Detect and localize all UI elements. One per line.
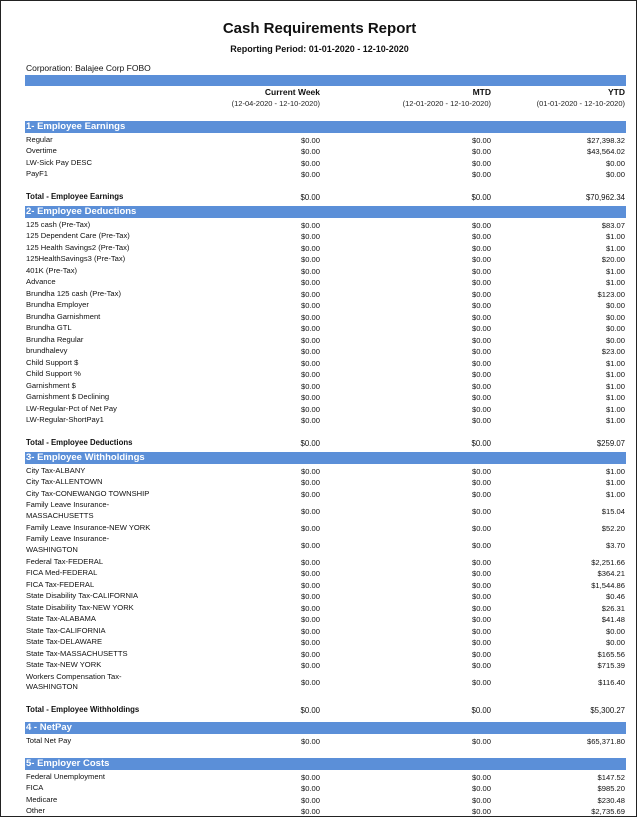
corporation-label: Corporation: Balajee Corp FOBO — [26, 63, 151, 73]
row-label: FICA — [26, 783, 44, 792]
current-week-value: $0.00 — [300, 580, 320, 590]
row-label: Garnishment $ Declining — [26, 392, 110, 401]
current-week-value: $0.00 — [300, 615, 320, 624]
table-row — [26, 243, 626, 255]
current-week-value: $0.00 — [300, 381, 320, 391]
table-row — [26, 614, 626, 626]
current-week-value: $0.00 — [300, 736, 320, 746]
ytd-value: $0.00 — [605, 638, 625, 647]
table-row — [26, 603, 626, 615]
ytd-value: $985.20 — [597, 784, 625, 793]
table-row — [26, 466, 626, 478]
current-week-value: $0.00 — [300, 301, 320, 310]
row-label: Advance — [26, 277, 56, 286]
ytd-value: $1.00 — [605, 243, 625, 253]
ytd-value: $0.00 — [605, 312, 625, 322]
table-row — [26, 300, 626, 312]
row-label: Family Leave Insurance-NEW YORK — [26, 522, 151, 532]
current-week-total: $0.00 — [300, 706, 320, 715]
mtd-value: $0.00 — [471, 301, 491, 310]
mtd-value: $0.00 — [471, 289, 491, 299]
table-row — [26, 146, 626, 158]
row-label: Family Leave Insurance- MASSACHUSETTS — [26, 500, 110, 520]
row-label: LW-Regular-ShortPay1 — [26, 415, 104, 424]
mtd-value: $0.00 — [471, 370, 491, 379]
current-week-value: $0.00 — [300, 255, 320, 264]
row-label: Brundha 125 cash (Pre-Tax) — [26, 288, 121, 298]
total-row — [26, 438, 626, 450]
current-week-value: $0.00 — [300, 312, 320, 322]
row-label: Medicare — [26, 794, 58, 804]
table-row — [26, 772, 626, 784]
row-label: LW-Regular-Pct of Net Pay — [26, 403, 117, 413]
table-row — [26, 534, 626, 557]
table-row — [26, 346, 626, 358]
row-label: State Disability Tax-CALIFORNIA — [26, 591, 139, 600]
row-label: 125 Health Savings2 (Pre-Tax) — [26, 242, 130, 252]
section-header: 3- Employee Withholdings — [25, 452, 626, 464]
mtd-value: $0.00 — [471, 220, 491, 230]
ytd-value: $116.40 — [598, 678, 625, 687]
mtd-value: $0.00 — [471, 603, 491, 613]
table-row — [26, 369, 626, 381]
ytd-value: $0.00 — [605, 335, 625, 345]
ytd-value: $3.70 — [605, 540, 625, 550]
ytd-value: $0.00 — [605, 626, 625, 636]
current-week-value: $0.00 — [300, 478, 320, 487]
ytd-value: $0.00 — [605, 324, 625, 333]
row-label: Federal Tax-FEDERAL — [26, 556, 104, 566]
column-header-ytd: YTD — [608, 87, 625, 97]
row-label: State Tax-MASSACHUSETTS — [26, 648, 128, 658]
table-row — [26, 335, 626, 347]
mtd-value: $0.00 — [471, 638, 491, 647]
table-row — [26, 135, 626, 147]
current-week-value: $0.00 — [300, 266, 320, 276]
table-row — [26, 591, 626, 603]
table-row — [26, 568, 626, 580]
mtd-value: $0.00 — [471, 381, 491, 391]
table-row — [26, 266, 626, 278]
mtd-value: $0.00 — [471, 807, 491, 816]
ytd-value: $1.00 — [605, 381, 625, 391]
mtd-total: $0.00 — [471, 706, 491, 715]
table-row — [26, 736, 626, 748]
table-row — [26, 660, 626, 672]
current-week-value: $0.00 — [300, 523, 320, 533]
ytd-value: $20.00 — [601, 255, 625, 264]
section-header: 4 - NetPay — [25, 722, 626, 734]
current-week-value: $0.00 — [300, 404, 320, 414]
ytd-value: $1.00 — [605, 278, 625, 287]
column-header-mtd: MTD — [472, 87, 491, 97]
ytd-value: $23.00 — [601, 347, 625, 356]
current-week-value: $0.00 — [300, 661, 320, 670]
row-label: State Tax-CALIFORNIA — [26, 625, 106, 635]
row-label: Child Support $ — [26, 357, 79, 367]
ytd-value: $1.00 — [605, 232, 625, 241]
mtd-value: $0.00 — [471, 523, 491, 533]
total-row — [26, 705, 626, 717]
total-label: Total - Employee Deductions — [26, 437, 133, 447]
current-week-total: $0.00 — [300, 438, 320, 448]
current-week-value: $0.00 — [300, 466, 320, 476]
row-label: Overtime — [26, 146, 57, 155]
mtd-value: $0.00 — [471, 772, 491, 782]
row-label: 125 Dependent Care (Pre-Tax) — [26, 231, 130, 240]
ytd-value: $26.31 — [601, 603, 625, 613]
current-week-value: $0.00 — [300, 347, 320, 356]
current-week-value: $0.00 — [300, 393, 320, 402]
row-label: 125 cash (Pre-Tax) — [26, 219, 91, 229]
current-week-value: $0.00 — [300, 678, 320, 687]
row-label: Brundha Garnishment — [26, 311, 101, 321]
ytd-value: $1.00 — [605, 393, 625, 402]
mtd-value: $0.00 — [471, 540, 491, 550]
ytd-value: $1.00 — [605, 404, 625, 414]
reporting-period: Reporting Period: 01-01-2020 - 12-10-2020 — [230, 44, 409, 54]
mtd-value: $0.00 — [471, 736, 491, 746]
row-label: Regular — [26, 134, 53, 144]
table-row — [26, 649, 626, 661]
table-row — [26, 392, 626, 404]
table-row — [26, 277, 626, 289]
current-week-value: $0.00 — [300, 649, 320, 659]
ytd-total: $259.07 — [596, 438, 625, 448]
table-row — [26, 220, 626, 232]
current-week-value: $0.00 — [300, 158, 320, 168]
ytd-value: $1.00 — [605, 466, 625, 476]
table-row — [26, 626, 626, 638]
current-week-value: $0.00 — [300, 638, 320, 647]
row-label: State Tax-NEW YORK — [26, 660, 102, 669]
section-header: 2- Employee Deductions — [25, 206, 626, 218]
row-label: Child Support % — [26, 369, 81, 378]
ytd-value: $15.04 — [601, 506, 625, 516]
ytd-value: $715.39 — [597, 661, 625, 670]
mtd-value: $0.00 — [471, 580, 491, 590]
row-label: LW-Sick Pay DESC — [26, 157, 92, 167]
mtd-value: $0.00 — [471, 592, 491, 601]
mtd-value: $0.00 — [471, 661, 491, 670]
ytd-total: $70,962.34 — [585, 192, 625, 202]
row-label: City Tax-CONEWANGO TOWNSHIP — [26, 488, 150, 498]
mtd-value: $0.00 — [471, 626, 491, 636]
row-label: 401K (Pre-Tax) — [26, 265, 78, 275]
mtd-value: $0.00 — [471, 404, 491, 414]
current-week-value: $0.00 — [300, 772, 320, 782]
ytd-value: $1.00 — [605, 370, 625, 379]
row-label: City Tax-ALLENTOWN — [26, 477, 103, 486]
ytd-value: $1.00 — [605, 266, 625, 276]
table-row — [26, 312, 626, 324]
header-bar — [25, 75, 626, 86]
total-label: Total - Employee Earnings — [26, 191, 124, 201]
current-week-value: $0.00 — [300, 489, 320, 499]
current-week-value: $0.00 — [300, 506, 320, 516]
ytd-value: $2,735.69 — [591, 807, 625, 816]
row-label: brundhalevy — [26, 346, 68, 355]
mtd-value: $0.00 — [471, 416, 491, 425]
table-row — [26, 637, 626, 649]
ytd-value: $1,544.86 — [591, 580, 625, 590]
row-label: Garnishment $ — [26, 380, 76, 390]
table-row — [26, 783, 626, 795]
ytd-value: $2,251.66 — [591, 557, 625, 567]
mtd-value: $0.00 — [471, 266, 491, 276]
section-header: 5- Employer Costs — [25, 758, 626, 770]
row-label: Other — [26, 806, 45, 815]
table-row — [26, 672, 626, 695]
table-row — [26, 323, 626, 335]
current-week-value: $0.00 — [300, 784, 320, 793]
ytd-value: $41.48 — [601, 615, 625, 624]
mtd-value: $0.00 — [471, 243, 491, 253]
ytd-value: $147.52 — [597, 772, 625, 782]
current-week-value: $0.00 — [300, 243, 320, 253]
table-row — [26, 289, 626, 301]
current-week-value: $0.00 — [300, 370, 320, 379]
mtd-value: $0.00 — [471, 489, 491, 499]
mtd-value: $0.00 — [471, 312, 491, 322]
row-label: Brundha GTL — [26, 323, 72, 332]
mtd-value: $0.00 — [471, 255, 491, 264]
mtd-value: $0.00 — [471, 393, 491, 402]
ytd-value: $364.21 — [597, 569, 625, 578]
table-row — [26, 158, 626, 170]
row-label: PayF1 — [26, 169, 48, 178]
row-label: State Tax-DELAWARE — [26, 637, 103, 646]
table-row — [26, 415, 626, 427]
mtd-value: $0.00 — [471, 232, 491, 241]
mtd-value: $0.00 — [471, 557, 491, 567]
row-label: Brundha Employer — [26, 300, 89, 309]
mtd-total: $0.00 — [471, 438, 491, 448]
row-label: 125HealthSavings3 (Pre-Tax) — [26, 254, 126, 263]
ytd-value: $43,564.02 — [586, 147, 625, 156]
row-label: FICA Med-FEDERAL — [26, 568, 98, 577]
current-week-value: $0.00 — [300, 278, 320, 287]
table-row — [26, 557, 626, 569]
row-label: Workers Compensation Tax- WASHINGTON — [26, 671, 122, 691]
row-label: FICA Tax-FEDERAL — [26, 579, 95, 589]
table-row — [26, 795, 626, 807]
mtd-value: $0.00 — [471, 147, 491, 156]
mtd-value: $0.00 — [471, 170, 491, 179]
mtd-value: $0.00 — [471, 135, 491, 145]
mtd-value: $0.00 — [471, 478, 491, 487]
mtd-value: $0.00 — [471, 324, 491, 333]
ytd-value: $123.00 — [597, 289, 625, 299]
column-range-mtd: (12-01-2020 - 12-10-2020) — [402, 99, 491, 108]
row-label: State Tax-ALABAMA — [26, 614, 96, 623]
row-label: Federal Unemployment — [26, 771, 105, 781]
mtd-value: $0.00 — [471, 784, 491, 793]
ytd-value: $0.46 — [605, 592, 625, 601]
current-week-value: $0.00 — [300, 807, 320, 816]
current-week-value: $0.00 — [300, 289, 320, 299]
ytd-value: $27,398.32 — [586, 135, 625, 145]
table-row — [26, 169, 626, 181]
ytd-value: $1.00 — [605, 358, 625, 368]
ytd-total: $5,300.27 — [590, 706, 625, 715]
mtd-total: $0.00 — [471, 192, 491, 202]
ytd-value: $0.00 — [605, 301, 625, 310]
row-label: State Disability Tax-NEW YORK — [26, 602, 134, 612]
mtd-value: $0.00 — [471, 278, 491, 287]
mtd-value: $0.00 — [471, 795, 491, 805]
table-row — [26, 404, 626, 416]
ytd-value: $65,371.80 — [586, 736, 625, 746]
column-range-ytd: (01-01-2020 - 12-10-2020) — [536, 99, 625, 108]
current-week-value: $0.00 — [300, 135, 320, 145]
current-week-value: $0.00 — [300, 147, 320, 156]
mtd-value: $0.00 — [471, 335, 491, 345]
ytd-value: $0.00 — [605, 170, 625, 179]
ytd-value: $0.00 — [605, 158, 625, 168]
current-week-total: $0.00 — [300, 192, 320, 202]
mtd-value: $0.00 — [471, 569, 491, 578]
section-header: 1- Employee Earnings — [25, 121, 626, 133]
table-row — [26, 358, 626, 370]
ytd-value: $1.00 — [605, 416, 625, 425]
current-week-value: $0.00 — [300, 569, 320, 578]
current-week-value: $0.00 — [300, 557, 320, 567]
mtd-value: $0.00 — [471, 466, 491, 476]
mtd-value: $0.00 — [471, 158, 491, 168]
current-week-value: $0.00 — [300, 324, 320, 333]
row-label: Family Leave Insurance- WASHINGTON — [26, 534, 110, 554]
row-label: City Tax-ALBANY — [26, 465, 86, 475]
current-week-value: $0.00 — [300, 220, 320, 230]
column-range-current-week: (12-04-2020 - 12-10-2020) — [231, 99, 320, 108]
current-week-value: $0.00 — [300, 592, 320, 601]
current-week-value: $0.00 — [300, 603, 320, 613]
current-week-value: $0.00 — [300, 170, 320, 179]
current-week-value: $0.00 — [300, 540, 320, 550]
current-week-value: $0.00 — [300, 795, 320, 805]
ytd-value: $83.07 — [601, 220, 625, 230]
row-label: Brundha Regular — [26, 334, 84, 344]
total-row — [26, 192, 626, 204]
report-title: Cash Requirements Report — [222, 20, 417, 37]
mtd-value: $0.00 — [471, 506, 491, 516]
table-row — [26, 381, 626, 393]
mtd-value: $0.00 — [471, 649, 491, 659]
current-week-value: $0.00 — [300, 416, 320, 425]
ytd-value: $1.00 — [605, 478, 625, 487]
table-row — [26, 254, 626, 266]
column-header-current-week: Current Week — [264, 87, 320, 97]
table-row — [26, 806, 626, 818]
table-row — [26, 523, 626, 535]
mtd-value: $0.00 — [471, 358, 491, 368]
current-week-value: $0.00 — [300, 358, 320, 368]
ytd-value: $52.20 — [601, 523, 625, 533]
table-row — [26, 580, 626, 592]
table-row — [26, 500, 626, 523]
ytd-value: $1.00 — [605, 489, 625, 499]
current-week-value: $0.00 — [300, 232, 320, 241]
current-week-value: $0.00 — [300, 335, 320, 345]
current-week-value: $0.00 — [300, 626, 320, 636]
table-row — [26, 477, 626, 489]
mtd-value: $0.00 — [471, 615, 491, 624]
table-row — [26, 231, 626, 243]
ytd-value: $165.56 — [597, 649, 625, 659]
table-row — [26, 489, 626, 501]
total-label: Total - Employee Withholdings — [26, 705, 140, 714]
mtd-value: $0.00 — [471, 678, 491, 687]
row-label: Total Net Pay — [26, 735, 72, 745]
ytd-value: $230.48 — [597, 795, 625, 805]
mtd-value: $0.00 — [471, 347, 491, 356]
